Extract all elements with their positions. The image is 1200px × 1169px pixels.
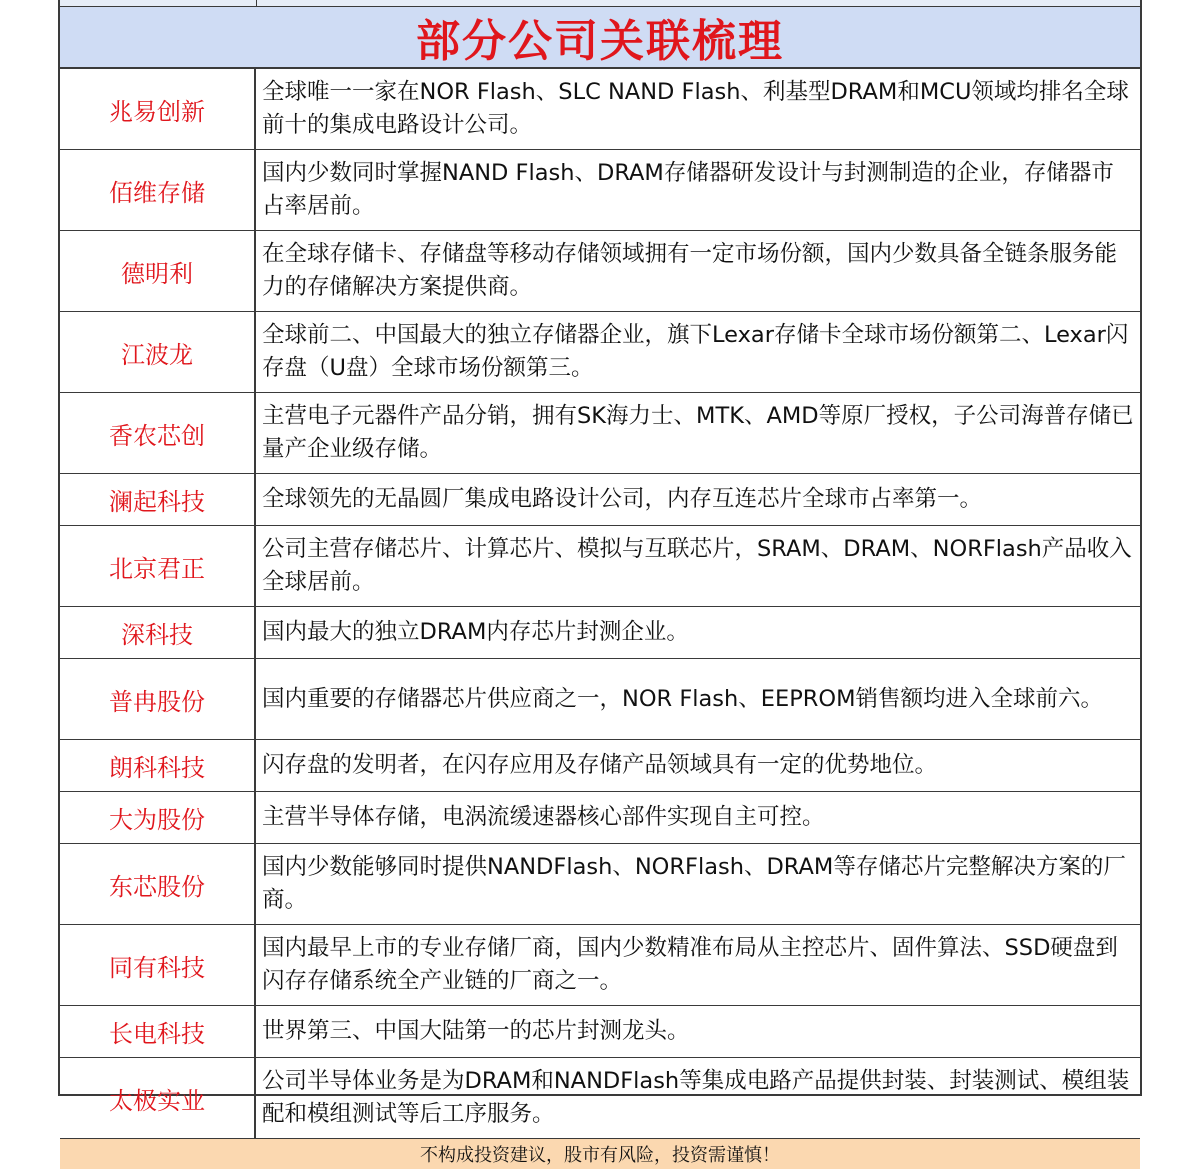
company-name: 江波龙 xyxy=(60,312,255,393)
company-description: 国内最大的独立DRAM内存芯片封测企业。 xyxy=(255,607,1140,659)
company-name: 深科技 xyxy=(60,607,255,659)
company-description: 国内重要的存储器芯片供应商之一，NOR Flash、EEPROM销售额均进入全球前六。 xyxy=(255,659,1140,740)
company-description: 全球唯一一家在NOR Flash、SLC NAND Flash、利基型DRAM和MCU领域均排名全球前十的集成电路设计公司。 xyxy=(255,69,1140,150)
company-description: 世界第三、中国大陆第一的芯片封测龙头。 xyxy=(255,1006,1140,1058)
table-row xyxy=(60,740,1140,792)
disclaimer-text: 不构成投资建议，股市有风险，投资需谨慎！ xyxy=(420,1145,780,1166)
company-name: 兆易创新 xyxy=(60,69,255,150)
company-description: 国内少数能够同时提供NANDFlash、NORFlash、DRAM等存储芯片完整解决方案的厂商。 xyxy=(255,844,1140,925)
company-description: 全球前二、中国最大的独立存储器企业，旗下Lexar存储卡全球市场份额第二、Lexar闪存盘（U盘）全球市场份额第三。 xyxy=(255,312,1140,393)
company-description: 全球领先的无晶圆厂集成电路设计公司，内存互连芯片全球市占率第一。 xyxy=(255,474,1140,526)
company-name: 朗科科技 xyxy=(60,740,255,792)
company-name: 北京君正 xyxy=(60,526,255,607)
table-row xyxy=(60,69,1140,150)
company-description: 公司主营存储芯片、计算芯片、模拟与互联芯片，SRAM、DRAM、NORFlash产品收入全球居前。 xyxy=(255,526,1140,607)
table-row xyxy=(60,474,1140,526)
company-name: 长电科技 xyxy=(60,1006,255,1058)
table-row xyxy=(60,844,1140,925)
table-row xyxy=(60,231,1140,312)
company-description: 国内最早上市的专业存储厂商，国内少数精准布局从主控芯片、固件算法、SSD硬盘到闪存存储系统全产业链的厂商之一。 xyxy=(255,925,1140,1006)
company-name: 太极实业 xyxy=(60,1058,255,1139)
table-row xyxy=(60,792,1140,844)
company-name: 佰维存储 xyxy=(60,150,255,231)
company-description: 主营半导体存储，电涡流缓速器核心部件实现自主可控。 xyxy=(255,792,1140,844)
company-description: 在全球存储卡、存储盘等移动存储领域拥有一定市场份额，国内少数具备全链条服务能力的存储解决方案提供商。 xyxy=(255,231,1140,312)
table-row xyxy=(60,526,1140,607)
company-name: 大为股份 xyxy=(60,792,255,844)
table-row xyxy=(60,925,1140,1006)
title-row xyxy=(60,7,1140,69)
company-name: 香农芯创 xyxy=(60,393,255,474)
table-row xyxy=(60,150,1140,231)
table-row xyxy=(60,1006,1140,1058)
table-row xyxy=(60,312,1140,393)
company-description: 闪存盘的发明者，在闪存应用及存储产品领域具有一定的优势地位。 xyxy=(255,740,1140,792)
table-row xyxy=(60,607,1140,659)
top-strip xyxy=(60,0,1140,7)
company-description: 公司半导体业务是为DRAM和NANDFlash等集成电路产品提供封装、封装测试、模组装配和模组测试等后工序服务。 xyxy=(255,1058,1140,1139)
company-name: 普冉股份 xyxy=(60,659,255,740)
page-title: 部分公司关联梳理 xyxy=(416,16,784,67)
company-description: 国内少数同时掌握NAND Flash、DRAM存储器研发设计与封测制造的企业，存储器市占率居前。 xyxy=(255,150,1140,231)
company-name: 同有科技 xyxy=(60,925,255,1006)
table-row xyxy=(60,1058,1140,1139)
company-name: 澜起科技 xyxy=(60,474,255,526)
table-row xyxy=(60,659,1140,740)
table-row xyxy=(60,393,1140,474)
company-description: 主营电子元器件产品分销，拥有SK海力士、MTK、AMD等原厂授权，子公司海普存储已量产企业级存储。 xyxy=(255,393,1140,474)
company-name: 东芯股份 xyxy=(60,844,255,925)
company-table-sheet xyxy=(58,0,1142,1166)
company-table xyxy=(60,69,1140,1139)
company-name: 德明利 xyxy=(60,231,255,312)
disclaimer-footer xyxy=(60,1139,1140,1169)
